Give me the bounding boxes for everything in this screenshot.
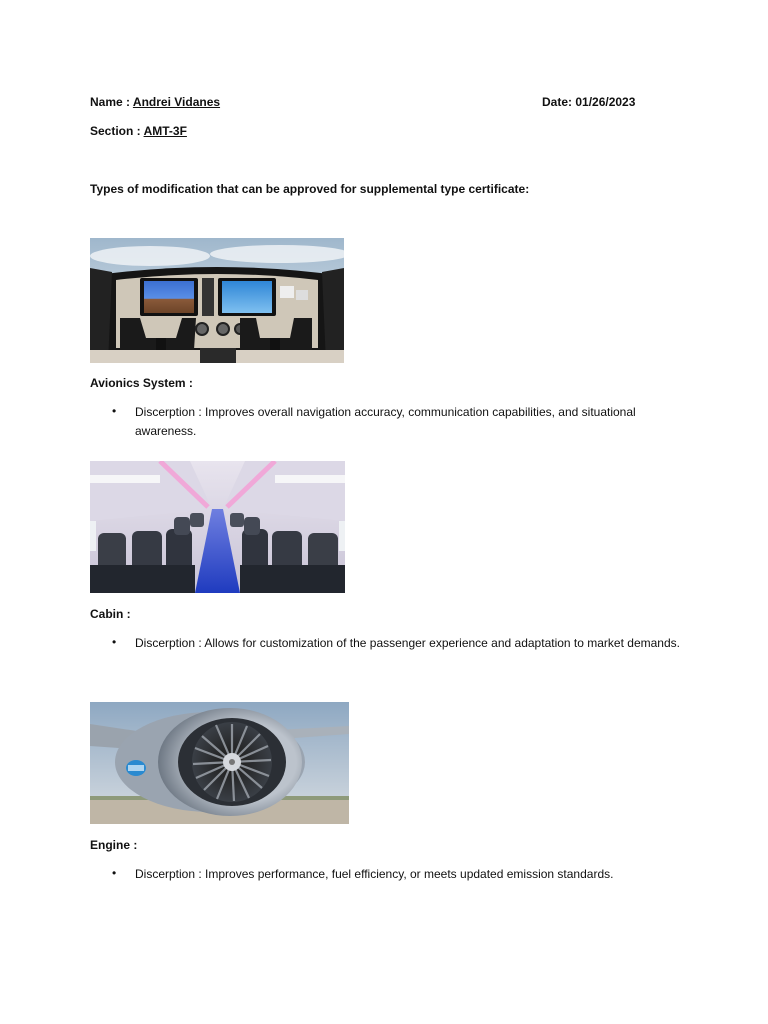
bullet-avionics: • xyxy=(112,404,117,418)
item-description-cabin: Discerption : Allows for customization of the passenger experience and adaptation to market demands. xyxy=(135,636,680,650)
avionics-image xyxy=(90,238,344,363)
bullet-cabin: • xyxy=(112,635,117,649)
section-value: AMT-3F xyxy=(143,124,187,138)
name-line xyxy=(90,93,220,111)
page-heading: Types of modification that can be approved for supplemental type certificate: xyxy=(90,182,530,196)
section-line xyxy=(90,122,187,140)
bullet-engine: • xyxy=(112,866,117,880)
item-title-cabin: Cabin : xyxy=(90,607,131,621)
item-description-engine: Discerption : Improves performance, fuel efficiency, or meets updated emission standards. xyxy=(135,867,614,881)
item-title-engine: Engine : xyxy=(90,838,138,852)
item-title-avionics: Avionics System : xyxy=(90,376,193,390)
date-text: Date: 01/26/2023 xyxy=(542,95,636,109)
name-label: Name : xyxy=(90,95,131,109)
cabin-image xyxy=(90,461,345,593)
engine-image xyxy=(90,702,349,824)
section-label: Section : xyxy=(90,124,141,138)
name-value: Andrei Vidanes xyxy=(132,95,221,109)
item-description-avionics: Discerption : Improves overall navigation accuracy, communication capabilities, and situational awareness. xyxy=(135,405,636,438)
